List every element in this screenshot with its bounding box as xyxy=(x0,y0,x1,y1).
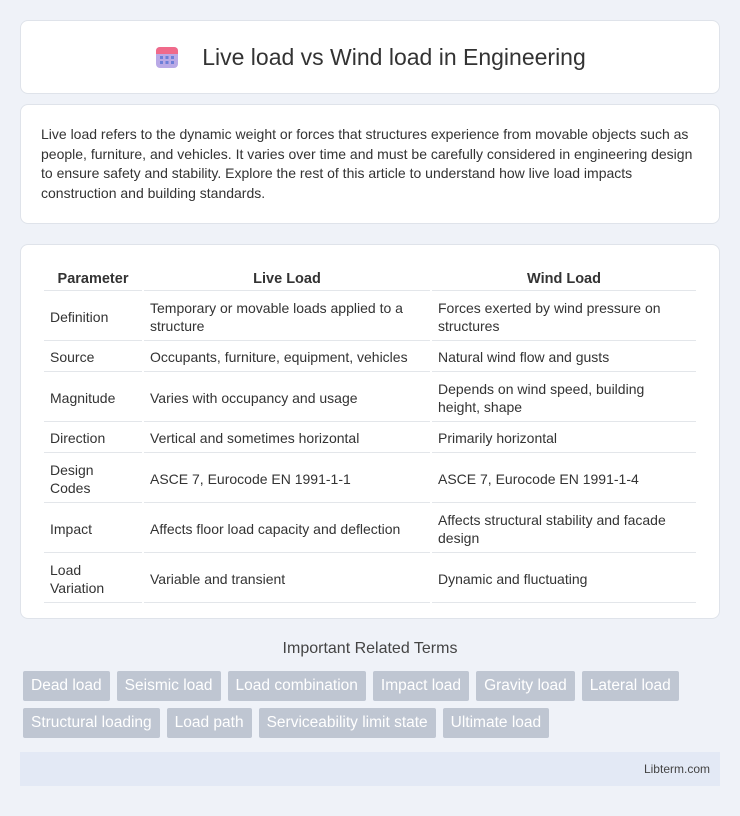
row-live-load: Affects floor load capacity and deflection xyxy=(144,505,430,553)
table-row xyxy=(44,555,696,603)
page-title: Live load vs Wind load in Engineering xyxy=(202,43,586,70)
table-row xyxy=(44,505,696,553)
row-live-load: Variable and transient xyxy=(144,555,430,603)
footer xyxy=(20,752,720,786)
header-live-load: Live Load xyxy=(144,267,430,291)
row-wind-load: Natural wind flow and gusts xyxy=(432,343,696,372)
tag-seismic-load[interactable]: Seismic load xyxy=(117,671,221,701)
row-wind-load: Dynamic and fluctuating xyxy=(432,555,696,603)
row-live-load: ASCE 7, Eurocode EN 1991-1-1 xyxy=(144,455,430,503)
header-parameter: Parameter xyxy=(44,267,142,291)
row-parameter: Magnitude xyxy=(44,374,142,422)
row-live-load: Occupants, furniture, equipment, vehicles xyxy=(144,343,430,372)
row-wind-load: Forces exerted by wind pressure on structures xyxy=(432,293,696,341)
table-row xyxy=(44,424,696,453)
tag-serviceability-limit-state[interactable]: Serviceability limit state xyxy=(259,708,436,738)
tag-impact-load[interactable]: Impact load xyxy=(373,671,469,701)
row-live-load: Varies with occupancy and usage xyxy=(144,374,430,422)
row-parameter: Impact xyxy=(44,505,142,553)
tag-dead-load[interactable]: Dead load xyxy=(23,671,110,701)
intro-card xyxy=(20,104,720,224)
row-wind-load: Primarily horizontal xyxy=(432,424,696,453)
tag-lateral-load[interactable]: Lateral load xyxy=(582,671,679,701)
table-row xyxy=(44,343,696,372)
row-live-load: Vertical and sometimes horizontal xyxy=(144,424,430,453)
table-header-row xyxy=(44,267,696,291)
tag-load-combination[interactable]: Load combination xyxy=(228,671,366,701)
tag-load-path[interactable]: Load path xyxy=(167,708,252,738)
related-terms-title: Important Related Terms xyxy=(282,640,458,657)
tag-structural-loading[interactable]: Structural loading xyxy=(23,708,160,738)
table-row xyxy=(44,374,696,422)
comparison-card xyxy=(20,244,720,619)
tag-gravity-load[interactable]: Gravity load xyxy=(476,671,575,701)
related-tags xyxy=(23,671,703,745)
row-parameter: Definition xyxy=(44,293,142,341)
row-wind-load: Affects structural stability and facade design xyxy=(432,505,696,553)
title-card xyxy=(20,20,720,94)
row-parameter: Source xyxy=(44,343,142,372)
row-parameter: Load Variation xyxy=(44,555,142,603)
calendar-grid-icon xyxy=(154,44,180,70)
row-wind-load: ASCE 7, Eurocode EN 1991-1-4 xyxy=(432,455,696,503)
row-live-load: Temporary or movable loads applied to a structure xyxy=(144,293,430,341)
intro-text: Live load refers to the dynamic weight or forces that structures experience from movable objects such as people, furniture, and vehicles. It varies over time and must be carefully considered in engineering design to ensure safety and stability. Explore the rest of this article to understand how live load impacts construction and building standards. xyxy=(41,126,693,201)
footer-brand[interactable]: Libterm.com xyxy=(643,762,710,776)
row-wind-load: Depends on wind speed, building height, shape xyxy=(432,374,696,422)
table-row xyxy=(44,455,696,503)
comparison-table xyxy=(42,265,698,605)
table-row xyxy=(44,293,696,341)
header-wind-load: Wind Load xyxy=(432,267,696,291)
tag-ultimate-load[interactable]: Ultimate load xyxy=(443,708,549,738)
row-parameter: Design Codes xyxy=(44,455,142,503)
row-parameter: Direction xyxy=(44,424,142,453)
